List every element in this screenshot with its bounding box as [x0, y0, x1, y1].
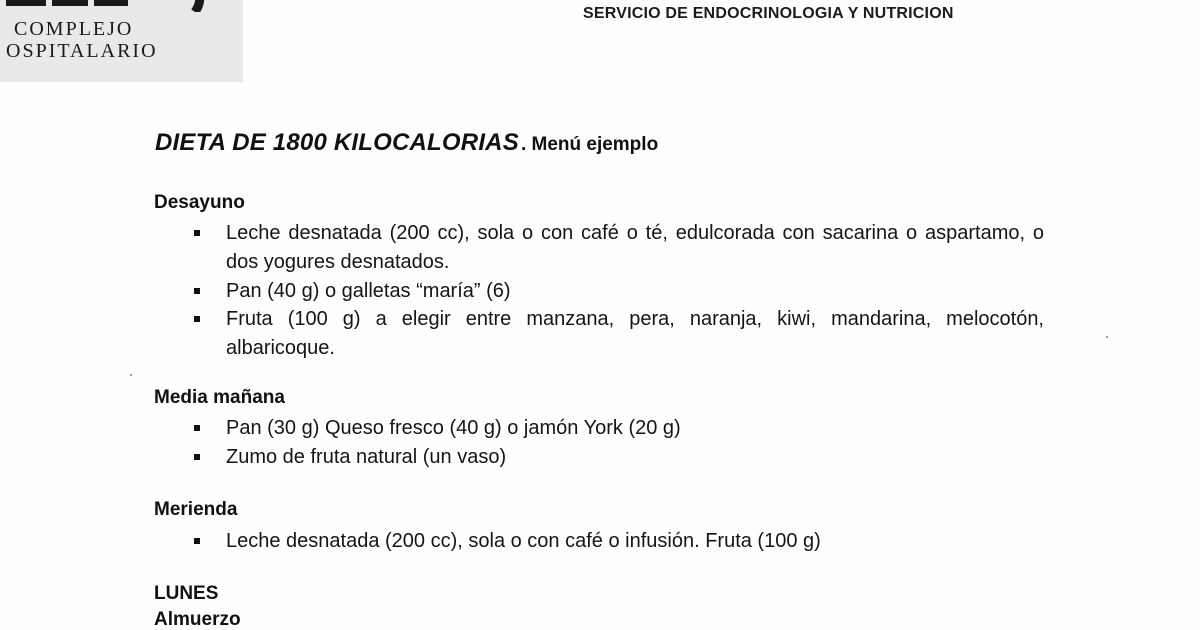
list-item-text: Fruta (100 g) a elegir entre manzana, pera, naranja, kiwi, mandarina, melocotón, albaricoque.	[226, 308, 1044, 359]
title-sub: . Menú ejemplo	[520, 134, 659, 155]
bullet-icon	[194, 288, 200, 294]
page-title	[155, 129, 658, 157]
list-item	[194, 443, 1044, 472]
logo-text-line-1: COMPLEJO	[14, 18, 134, 40]
list-item	[194, 305, 1044, 363]
scan-speck	[130, 374, 132, 376]
list-item-text: Leche desnatada (200 cc), sola o con café o infusión. Fruta (100 g)	[226, 530, 821, 552]
logo-text-line-2: OSPITALARIO	[6, 40, 158, 62]
list-item	[194, 527, 1044, 556]
list-item-text: Pan (30 g) Queso fresco (40 g) o jamón York (20 g)	[226, 417, 681, 439]
hospital-logo	[0, 0, 243, 82]
bullet-icon	[194, 538, 200, 544]
scan-speck	[1106, 336, 1108, 338]
bullet-icon	[194, 230, 200, 236]
section-heading-media-manana: Media mañana	[154, 387, 285, 408]
section-subheading-almuerzo: Almuerzo	[154, 609, 241, 630]
list-item	[194, 414, 1044, 443]
section-heading-lunes: LUNES	[154, 583, 219, 604]
section-heading-desayuno: Desayuno	[154, 192, 245, 213]
list-item-text: Zumo de fruta natural (un vaso)	[226, 446, 507, 468]
section-heading-merienda: Merienda	[154, 499, 238, 520]
list-item-text: Leche desnatada (200 cc), sola o con café o té, edulcorada con sacarina o aspartamo, o dos yogures desnatados.	[226, 222, 1044, 273]
hospital-logo-mark-icon	[0, 0, 220, 12]
service-header: SERVICIO DE ENDOCRINOLOGIA Y NUTRICION	[583, 5, 954, 22]
bullet-icon	[194, 316, 200, 322]
bullet-icon	[194, 454, 200, 460]
list-item	[194, 277, 1044, 306]
title-main: DIETA DE 1800 KILOCALORIAS	[155, 129, 519, 156]
list-item	[194, 219, 1044, 277]
bullet-icon	[194, 425, 200, 431]
list-item-text: Pan (40 g) o galletas “maría” (6)	[226, 280, 511, 302]
